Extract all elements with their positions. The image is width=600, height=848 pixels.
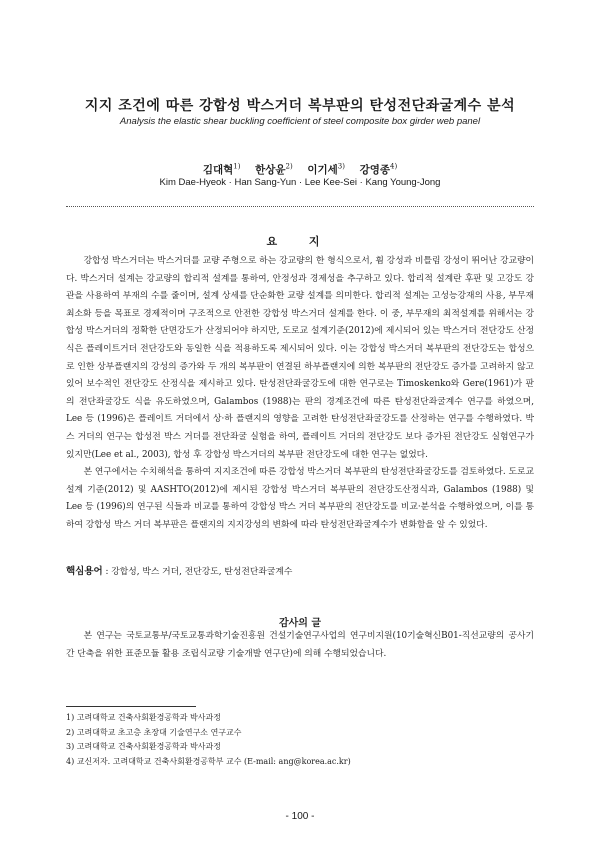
keywords-separator: : (105, 567, 112, 577)
author-name: 한상윤 (255, 164, 286, 176)
footnote-item: 3) 고려대학교 건축사회환경공학과 박사과정 (66, 742, 221, 752)
page-number: - 100 - (285, 811, 315, 822)
author-footnote-mark: 4) (390, 162, 398, 171)
abstract-paragraph: 강합성 박스거더는 박스거더를 교량 주형으로 하는 강교량의 한 형식으로서, 휨 강성과 비틀림 강성이 뛰어난 강교량이다. 박스거더 설계는 강교량의 합리적 설계를 통하여, 안정성과 경제성을 추구하고 있다. 합리적 설계란 후판 및 고강도 강관을 사용하여 부재의 수를 줄이며, 설계 상세를 단순화한 교량 설계를 의미한다. 합리적 설계는 고성능강재의 사용, 부무재 최소화 등을 목표로 경제적이며 구조적으로 안전한 강합성 박스거더 설계를 한다. 이 중, 부무재의 최적설계를 위해서는 강합성 박스거더의 정확한 단면강도가 산정되어야 하지만, 도로교 설계기준(2012)에 제시되어 있는 박스거더 전단강도 산정식은 플레이트거더 전단강도와 동일한 식을 적용하도록 제시되어 있다. 이는 강합성 박스거더 복부판의 전단강도는 합성으로 인한 상부플랜지의 강성의 증가와 두 개의 복부판이 연결된 하부플랜지에 의한 복부판의 전단강도 증가를 고려하지 않고 있어 보수적인 전단강도 산정식을 제시하고 있다. 탄성전단좌굴강도에 대한 연구로는 Timoskenko와 Gere(1961)가 판의 전단좌굴강도 식을 유도하였으며, Galambos (1988)는 판의 경계조건에 따른 탄성전단좌굴계수 연구를 하였으며, Lee 등 (1996)은 플레이트 거더에서 상·하 플랜지의 영향을 고려한 탄성전단좌굴강도를 산정하는 연구를 수행하였다. 박스 거더의 연구는 합성전 박스 거더를 전단좌굴 실험을 하여, 플레이트 거더의 전단강도 보다 증가된 전단강도 실험연구가 있지만(Lee et al., 2003), 합성 후 강합성 박스거더의 복부판 전단강도에 대한 연구는 없었다. (66, 256, 534, 460)
acknowledgement-heading: 감사의 글 (278, 618, 322, 629)
author-footnote-mark: 2) (285, 162, 293, 171)
author-name: 강영종 (359, 164, 390, 176)
abstract-body (66, 253, 534, 535)
keywords-line (66, 563, 534, 577)
footnote-item: 4) 교신저자. 고려대학교 건축사회환경공학부 교수 (E-mail: ang@korea.ac.kr) (66, 756, 351, 766)
abstract-heading: 요 지 (266, 235, 334, 248)
abstract-paragraph: 본 연구에서는 수치해석을 통하여 지지조건에 따른 강합성 박스거더 복부판의 탄성전단좌굴강도를 검토하였다. 도로교 설계 기준(2012) 및 AASHTO(2012)에 제시된 강합성 박스거더 복부판의 전단강도산정식과, Galambos (1988) 및 Lee 등 (1996)의 연구된 식들과 비교를 통하여 강합성 박스 거더 복부판의 전단강도를 비교·분석을 수행하였으며, 이를 통하여 강합성 박스 거더 복부판은 플랜지의 지지강성의 변화에 따라 탄성전단좌굴계수가 변화함을 알 수 있었다. (66, 467, 534, 530)
authors-korean (0, 162, 600, 177)
footnote-item: 1) 고려대학교 건축사회환경공학과 박사과정 (66, 713, 221, 722)
footnote-rule (66, 706, 196, 707)
paper-title-english: Analysis the elastic shear buckling coefficient of steel composite box girder web panel (119, 116, 481, 127)
author-footnote-mark: 3) (337, 162, 345, 171)
author-footnote-mark: 1) (233, 162, 241, 171)
author-name: 이기세 (307, 164, 338, 176)
acknowledgement-text: 본 연구는 국토교통부/국토교통과학기술진흥원 건설기술연구사업의 연구비지원(10기술혁신B01-직선교량의 공사기간 단축을 위한 표준모듈 활용 조립식교량 기술개발 연구단)에 의해 수행되었습니다. (66, 631, 534, 659)
footnote-item: 2) 고려대학교 초고층 초장대 기술연구소 연구교수 (66, 727, 242, 737)
keywords-text: 강합성, 박스 거더, 전단강도, 탄성전단좌굴계수 (111, 567, 293, 577)
paper-title-korean: 지지 조건에 따른 강합성 박스거더 복부판의 탄성전단좌굴계수 분석 (84, 98, 516, 114)
authors-english: Kim Dae-Hyeok · Han Sang-Yun · Lee Kee-Sei · Kang Young-Jong (159, 177, 441, 188)
footnotes (66, 711, 534, 769)
dotted-divider (66, 206, 534, 207)
author-name: 김대혁 (202, 164, 234, 176)
keywords-label: 핵심용어 (66, 566, 103, 577)
